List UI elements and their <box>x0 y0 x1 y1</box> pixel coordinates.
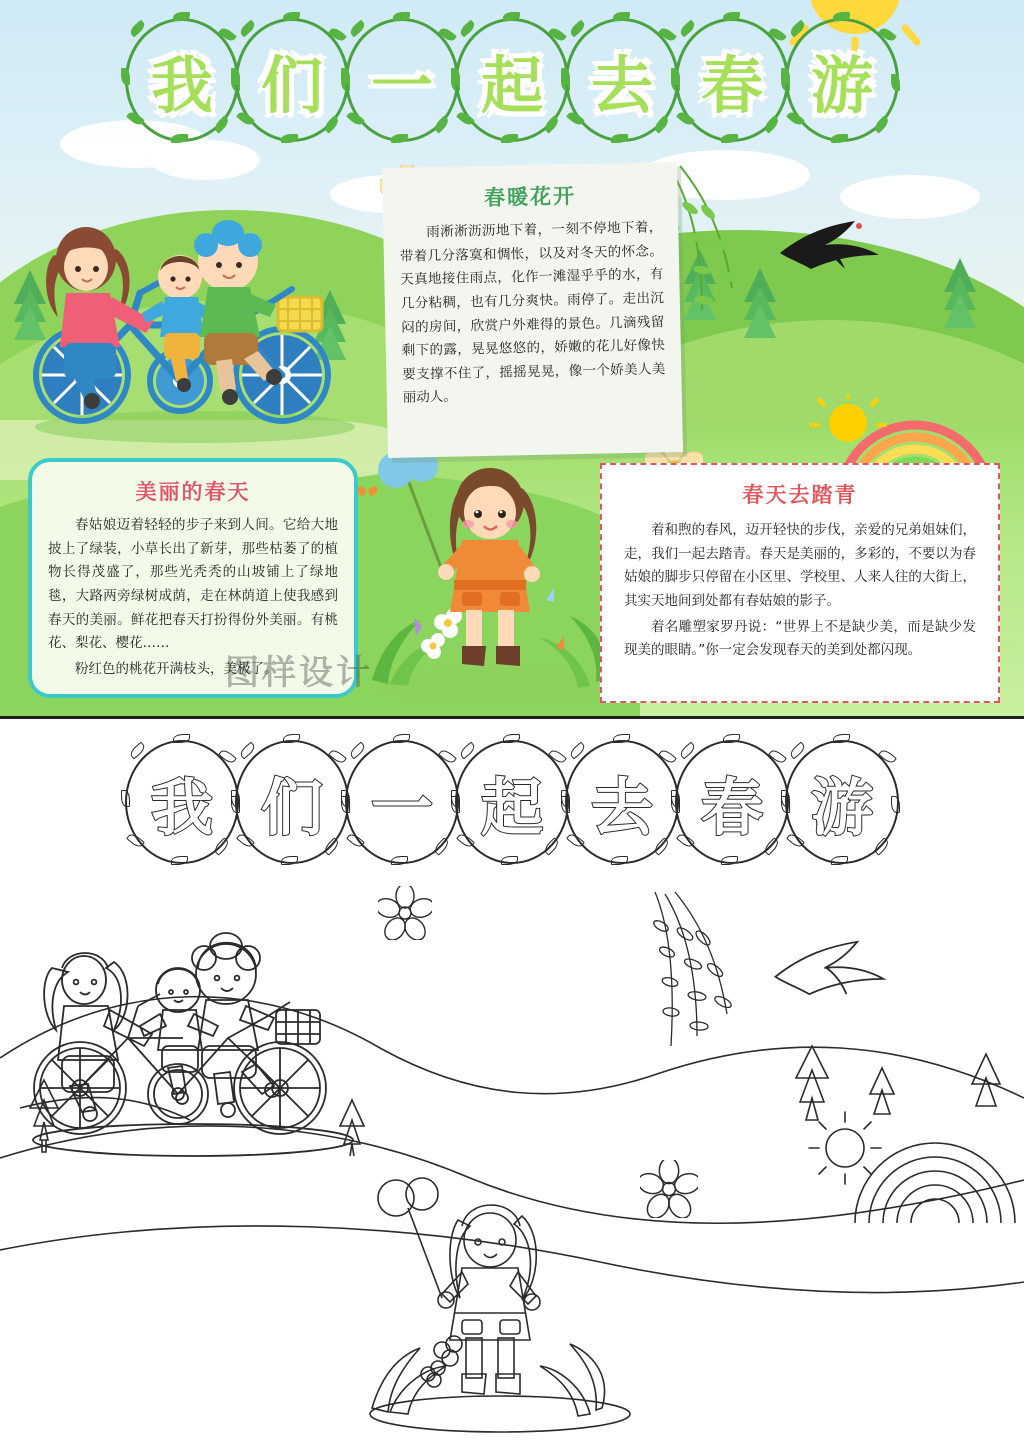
leaf <box>451 790 460 807</box>
paragraph: 雨淅淅沥沥地下着，一刻不停地下着，带着几分落寞和惆怅，以及对冬天的怀念。天真地接住雨点，化作一滩湿乎乎的水，有几分粘稠，也有几分爽快。雨停了。走出沉闷的房间，欣赏户外难得的景色。几滴残留剩下的露，晃晃悠悠的，娇嫩的花儿好像快要支撑不住了，摇摇晃晃，像一个娇美人美丽动人。 <box>399 219 666 407</box>
title-char-cell <box>451 14 573 146</box>
watermark: 图样设计 <box>225 653 373 693</box>
leaf <box>891 796 900 813</box>
leaf <box>121 68 130 85</box>
swallow-icon <box>770 933 890 1003</box>
leaf <box>341 790 350 807</box>
title-char: 春 <box>700 48 763 122</box>
cherry-blossom-icon <box>378 886 432 940</box>
paragraph: 春姑娘迈着轻轻的步子来到人间。它给大地披上了绿装，小草长出了新芽，那些枯萎了的植物长得茂盛了，那些光秃秃的山坡铺上了绿地毯，大路两旁绿树成荫，走在林荫道上使我感到春天的美丽。鲜花把春天打扮得份外美丽。有桃花、梨花、樱花…… <box>48 517 338 652</box>
title-char: 去 <box>590 48 653 122</box>
family-riding-bicycles-illustration <box>18 898 368 1158</box>
leaf <box>781 790 790 807</box>
card-body <box>399 216 666 410</box>
title-char-cell <box>781 14 903 146</box>
title-char-cell <box>671 736 793 868</box>
leaf <box>891 74 900 91</box>
leaf <box>561 790 570 807</box>
title-char-cell <box>121 14 243 146</box>
title-char: 们 <box>260 48 323 122</box>
wreath-title-row <box>8 732 1016 872</box>
leaf <box>451 68 460 85</box>
title-char: 游 <box>810 770 873 844</box>
title-char-cell <box>561 736 683 868</box>
title-char: 去 <box>590 770 653 844</box>
card-title: 美丽的春天 <box>135 480 251 504</box>
leaf <box>671 68 680 85</box>
paragraph: 粉红色的桃花开满枝头，美极了。 <box>75 660 278 677</box>
paragraph: 着和煦的春风，迈开轻快的步伐，亲爱的兄弟姐妹们，走，我们一起去踏青。春天是美丽的，多彩的，不要以为春姑娘的脚步只停留在小区里、学校里、人来人往的大街上，其实天地间到处都有春姑娘的影子。 <box>624 522 976 609</box>
title-char-cell <box>341 14 463 146</box>
title-char: 一 <box>370 48 433 122</box>
title-char: 起 <box>480 770 543 844</box>
title-char-cell <box>451 736 573 868</box>
card-title: 春暖花开 <box>483 184 577 210</box>
title-char: 们 <box>260 770 323 844</box>
title-char: 我 <box>150 770 213 844</box>
leaf <box>781 68 790 85</box>
title-char: 春 <box>700 770 763 844</box>
leaf <box>561 68 570 85</box>
text-card-spring-warm <box>382 162 683 458</box>
family-riding-bicycles-illustration <box>20 185 370 445</box>
title-char: 我 <box>150 48 213 122</box>
title-char-cell <box>671 14 793 146</box>
leaf <box>341 68 350 85</box>
title-char-cell <box>231 14 353 146</box>
wreath-title-row <box>8 10 1016 150</box>
girl-with-balloon-illustration <box>350 1168 650 1433</box>
card-title: 春天去踏青 <box>742 483 858 507</box>
leaf <box>671 790 680 807</box>
title-char: 一 <box>370 770 433 844</box>
rainbow-icon <box>845 1118 1024 1228</box>
title-char-cell <box>561 14 683 146</box>
willow-branch-icon <box>635 886 745 1066</box>
swallow-icon <box>775 215 885 275</box>
card-body <box>624 519 976 663</box>
leaf <box>231 790 240 807</box>
title-char: 游 <box>810 48 873 122</box>
half-divider <box>0 716 1024 719</box>
title-char-cell <box>781 736 903 868</box>
cloud <box>840 175 980 219</box>
title-char-cell <box>231 736 353 868</box>
leaf <box>231 68 240 85</box>
paragraph: 着名雕塑家罗丹说：“世界上不是缺少美，而是缺少发现美的眼睛。”你一定会发现春天的美到处都闪现。 <box>624 618 976 659</box>
title-char: 起 <box>480 48 543 122</box>
title-char-cell <box>341 736 463 868</box>
title-char-cell <box>121 736 243 868</box>
title-banner-lineart <box>0 724 1024 884</box>
text-card-spring-outing <box>600 463 1000 703</box>
leaf <box>121 790 130 807</box>
title-banner-color <box>0 2 1024 162</box>
